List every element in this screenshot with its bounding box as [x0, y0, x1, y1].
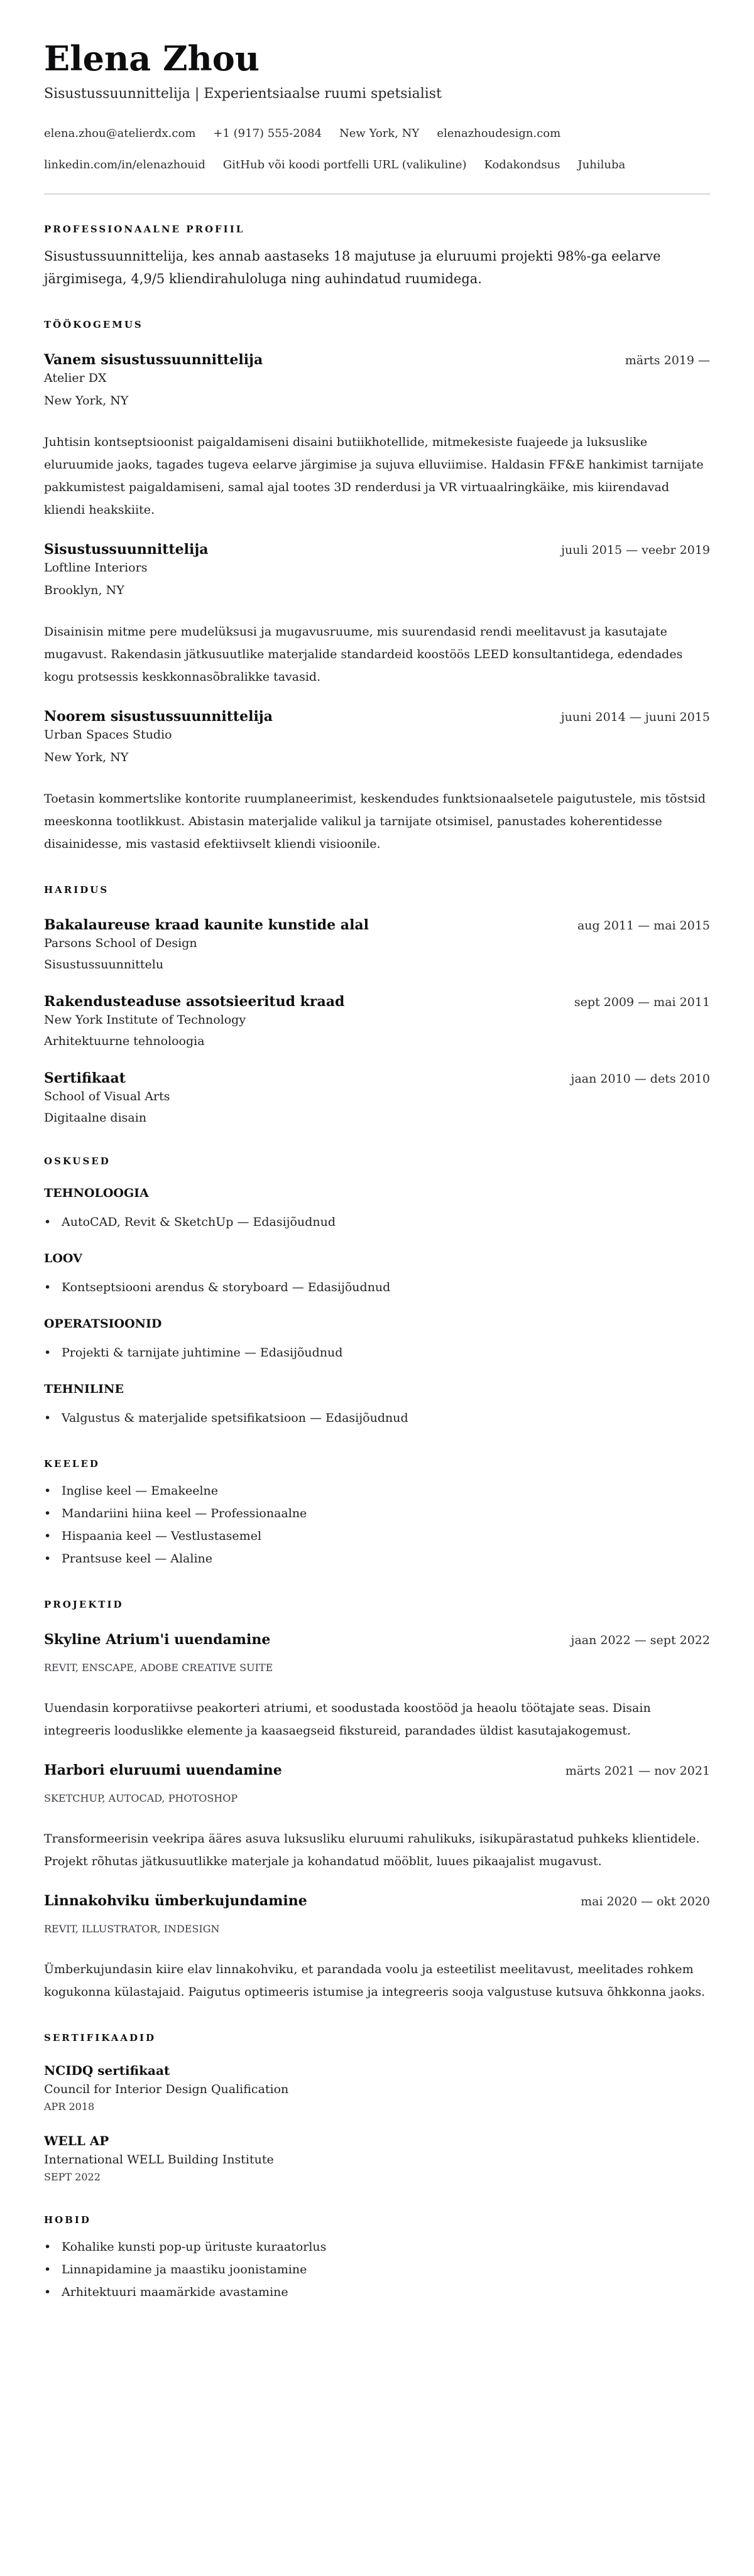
education-section: [44, 883, 710, 1127]
job-title: Vanem sisustussuunnittelija: [44, 352, 263, 368]
hobby-item: • Arhitektuuri maamärkide avastamine: [44, 2281, 710, 2303]
job-company: Loftline Interiors: [44, 561, 148, 575]
certification-entry: [44, 2061, 710, 2115]
job-dates: juuni 2014 — juuni 2015: [560, 710, 710, 724]
skills-section: [44, 1154, 710, 1429]
skill-group: [44, 1184, 710, 1233]
certifications-section: [44, 2031, 710, 2185]
project-entry: [44, 1761, 710, 1873]
certification-date: APR 2018: [44, 2101, 95, 2113]
job-dates: märts 2019 —: [625, 354, 710, 367]
job-company: Atelier DX: [44, 371, 107, 385]
project-entry: [44, 1891, 710, 2003]
project-entry: [44, 1630, 710, 1742]
job-description: Disainisin mitme pere mudelüksusi ja mugavusruume, mis suurendasid rendi meelitavust ja kasutajate mugavust. Rakendasin jätkusuutlike materjalide standardeid koostöös LEED konsultantidega, edendades kogu protsessis keskkonnasõbralikke tavasid.: [44, 625, 683, 684]
certification-date: SEPT 2022: [44, 2171, 101, 2183]
skill-group-title: TEHNOLOOGIA: [44, 1186, 149, 1200]
language-item: • Prantsuse keel — Alaline: [44, 1547, 710, 1570]
degree-title: Bakalaureuse kraad kaunite kunstide alal: [44, 917, 369, 933]
language-list: [44, 1480, 710, 1570]
field-of-study: Arhitektuurne tehnoloogia: [44, 1034, 205, 1048]
skill-group: [44, 1250, 710, 1299]
experience-section: [44, 318, 710, 855]
contact-phone[interactable]: +1 (917) 555-2084: [213, 127, 322, 140]
project-tech: REVIT, ENSCAPE, ADOBE CREATIVE SUITE: [44, 1662, 273, 1674]
project-dates: mai 2020 — okt 2020: [581, 1895, 710, 1908]
skill-list: [44, 1341, 710, 1364]
project-name: Linnakohviku ümberkujundamine: [44, 1893, 307, 1909]
field-of-study: Sisustussuunnittelu: [44, 958, 164, 971]
section-title-certifications: SERTIFIKAADID: [44, 2032, 156, 2043]
language-item: • Mandariini hiina keel — Professionaalne: [44, 1502, 710, 1525]
job-description: Toetasin kommertslike kontorite ruumplaneerimist, keskendudes funktsionaalsetele paigutustele, mis tõstsid meeskonna tootlikkust. Abistasin materjalide valikul ja tarnijate otsimisel, panustades koherentidesse disainidesse, mis vastasid efektiivselt kliendi visioonile.: [44, 792, 706, 851]
job-location: Brooklyn, NY: [44, 583, 124, 597]
job-description: Juhtisin kontseptsioonist paigaldamiseni disaini butiikhotellide, mitmekesiste fuajeede ja luksuslike eluruumide jaoks, tagades tugeva eelarve järgimise ja sujuva elluviimise. Haldasin FF&E hankimist tarnijate pakkumistest paigaldamiseni, samal ajal tootes 3D renderdusi ja VR virtuaalringkäike, mis kiirendavad kliendi heakskiite.: [44, 435, 704, 517]
section-title-hobbies: HOBID: [44, 2214, 91, 2226]
skill-group-title: TEHNILINE: [44, 1382, 124, 1396]
degree-title: Sertifikaat: [44, 1070, 126, 1086]
skill-list: [44, 1276, 710, 1299]
candidate-headline: Sisustussuunnittelija | Experientsiaalse ruumi spetsialist: [44, 86, 442, 102]
project-name: Harbori eluruumi uuendamine: [44, 1762, 282, 1778]
section-title-skills: OSKUSED: [44, 1155, 111, 1167]
certification-name: NCIDQ sertifikaat: [44, 2063, 170, 2078]
school-name: School of Visual Arts: [44, 1090, 170, 1103]
job-location: New York, NY: [44, 394, 129, 408]
skill-group: [44, 1315, 710, 1364]
experience-entry: [44, 707, 710, 855]
education-dates: jaan 2010 — dets 2010: [571, 1072, 710, 1086]
field-of-study: Digitaalne disain: [44, 1111, 147, 1125]
project-name: Skyline Atrium'i uuendamine: [44, 1632, 271, 1648]
job-company: Urban Spaces Studio: [44, 728, 172, 742]
job-location: New York, NY: [44, 750, 129, 764]
language-item: • Hispaania keel — Vestlustasemel: [44, 1525, 710, 1547]
school-name: New York Institute of Technology: [44, 1013, 246, 1027]
section-title-profile: PROFESSIONAALNE PROFIIL: [44, 224, 245, 235]
section-title-languages: KEELED: [44, 1458, 100, 1469]
project-dates: jaan 2022 — sept 2022: [571, 1633, 710, 1647]
job-title: Sisustussuunnittelija: [44, 541, 209, 558]
education-entry: [44, 1069, 710, 1127]
contact-github[interactable]: GitHub või koodi portfelli URL (valikuline): [222, 158, 467, 171]
language-item: • Inglise keel — Emakeelne: [44, 1480, 710, 1502]
resume-header: [44, 36, 710, 195]
hobby-item: • Linnapidamine ja maastiku joonistamine: [44, 2258, 710, 2281]
skill-list: [44, 1407, 710, 1429]
contact-list: [44, 118, 710, 181]
section-title-experience: TÖÖKOGEMUS: [44, 319, 143, 330]
education-dates: aug 2011 — mai 2015: [577, 919, 710, 933]
hobbies-section: [44, 2213, 710, 2303]
project-description: Uuendasin korporatiivse peakorteri atriumi, et soodustada koostööd ja heaolu töötajate seas. Disain integreeris looduslikke elemente ja kaasaegseid fikstureid, parandades üldist kasutajakogemust.: [44, 1701, 651, 1738]
certification-name: WELL AP: [44, 2133, 109, 2148]
hobby-item: • Kohalike kunsti pop-up ürituste kuraatorlus: [44, 2236, 710, 2258]
project-tech: SKETCHUP, AUTOCAD, PHOTOSHOP: [44, 1792, 238, 1804]
languages-section: [44, 1457, 710, 1570]
degree-title: Rakendusteaduse assotsieeritud kraad: [44, 993, 345, 1010]
skill-item: • AutoCAD, Revit & SketchUp — Edasijõudnud: [44, 1211, 710, 1233]
skill-group-title: LOOV: [44, 1252, 82, 1265]
projects-section: [44, 1598, 710, 2003]
contact-drivers-license: Juhiluba: [577, 158, 626, 171]
certification-issuer: International WELL Building Institute: [44, 2153, 274, 2167]
skill-item: • Kontseptsiooni arendus & storyboard — Edasijõudnud: [44, 1276, 710, 1299]
contact-citizenship: Kodakondsus: [484, 158, 560, 171]
project-dates: märts 2021 — nov 2021: [565, 1764, 710, 1778]
school-name: Parsons School of Design: [44, 936, 197, 950]
project-description: Ümberkujundasin kiire elav linnakohviku, et parandada voolu ja esteetilist meelitavust, meelitades rohkem kogukonna külastajaid. Paigutus optimeeris istumise ja integreeris sooja valgustuse kutsuva õhkkonna jaoks.: [44, 1962, 706, 1999]
contact-email[interactable]: elena.zhou@atelierdx.com: [44, 127, 196, 140]
profile-summary: Sisustussuunnittelija, kes annab aastaseks 18 majutuse ja eluruumi projekti 98%-ga eelarve järgimisega, 4,9/5 kliendirahuloluga ning auhindatud ruumidega.: [44, 249, 661, 286]
contact-linkedin[interactable]: linkedin.com/in/elenazhouid: [44, 158, 205, 171]
header-divider: [44, 193, 710, 195]
candidate-name: Elena Zhou: [44, 38, 260, 78]
hobby-list: [44, 2236, 710, 2303]
contact-website[interactable]: elenazhoudesign.com: [437, 127, 561, 140]
job-dates: juuli 2015 — veebr 2019: [561, 543, 710, 557]
job-title: Noorem sisustussuunnittelija: [44, 708, 273, 725]
certification-issuer: Council for Interior Design Qualification: [44, 2082, 289, 2096]
experience-entry: [44, 350, 710, 521]
profile-section: [44, 222, 710, 290]
education-entry: [44, 992, 710, 1050]
education-dates: sept 2009 — mai 2011: [574, 995, 710, 1009]
skill-item: • Projekti & tarnijate juhtimine — Edasijõudnud: [44, 1341, 710, 1364]
certification-entry: [44, 2131, 710, 2185]
project-description: Transformeerisin veekripa ääres asuva luksusliku eluruumi rahulikuks, isikupärastatud puhkeks klientidele. Projekt rõhutas jätkusuutlikke materjale ja kohandatud mööblit, luues pikaajalist mugavust.: [44, 1832, 700, 1868]
skill-list: [44, 1211, 710, 1233]
education-entry: [44, 916, 710, 973]
project-tech: REVIT, ILLUSTRATOR, INDESIGN: [44, 1923, 220, 1935]
experience-entry: [44, 540, 710, 688]
skill-group: [44, 1380, 710, 1429]
section-title-projects: PROJEKTID: [44, 1599, 124, 1610]
section-title-education: HARIDUS: [44, 884, 109, 896]
contact-location: New York, NY: [339, 127, 420, 140]
skill-group-title: OPERATSIOONID: [44, 1317, 162, 1331]
skill-item: • Valgustus & materjalide spetsifikatsioon — Edasijõudnud: [44, 1407, 710, 1429]
